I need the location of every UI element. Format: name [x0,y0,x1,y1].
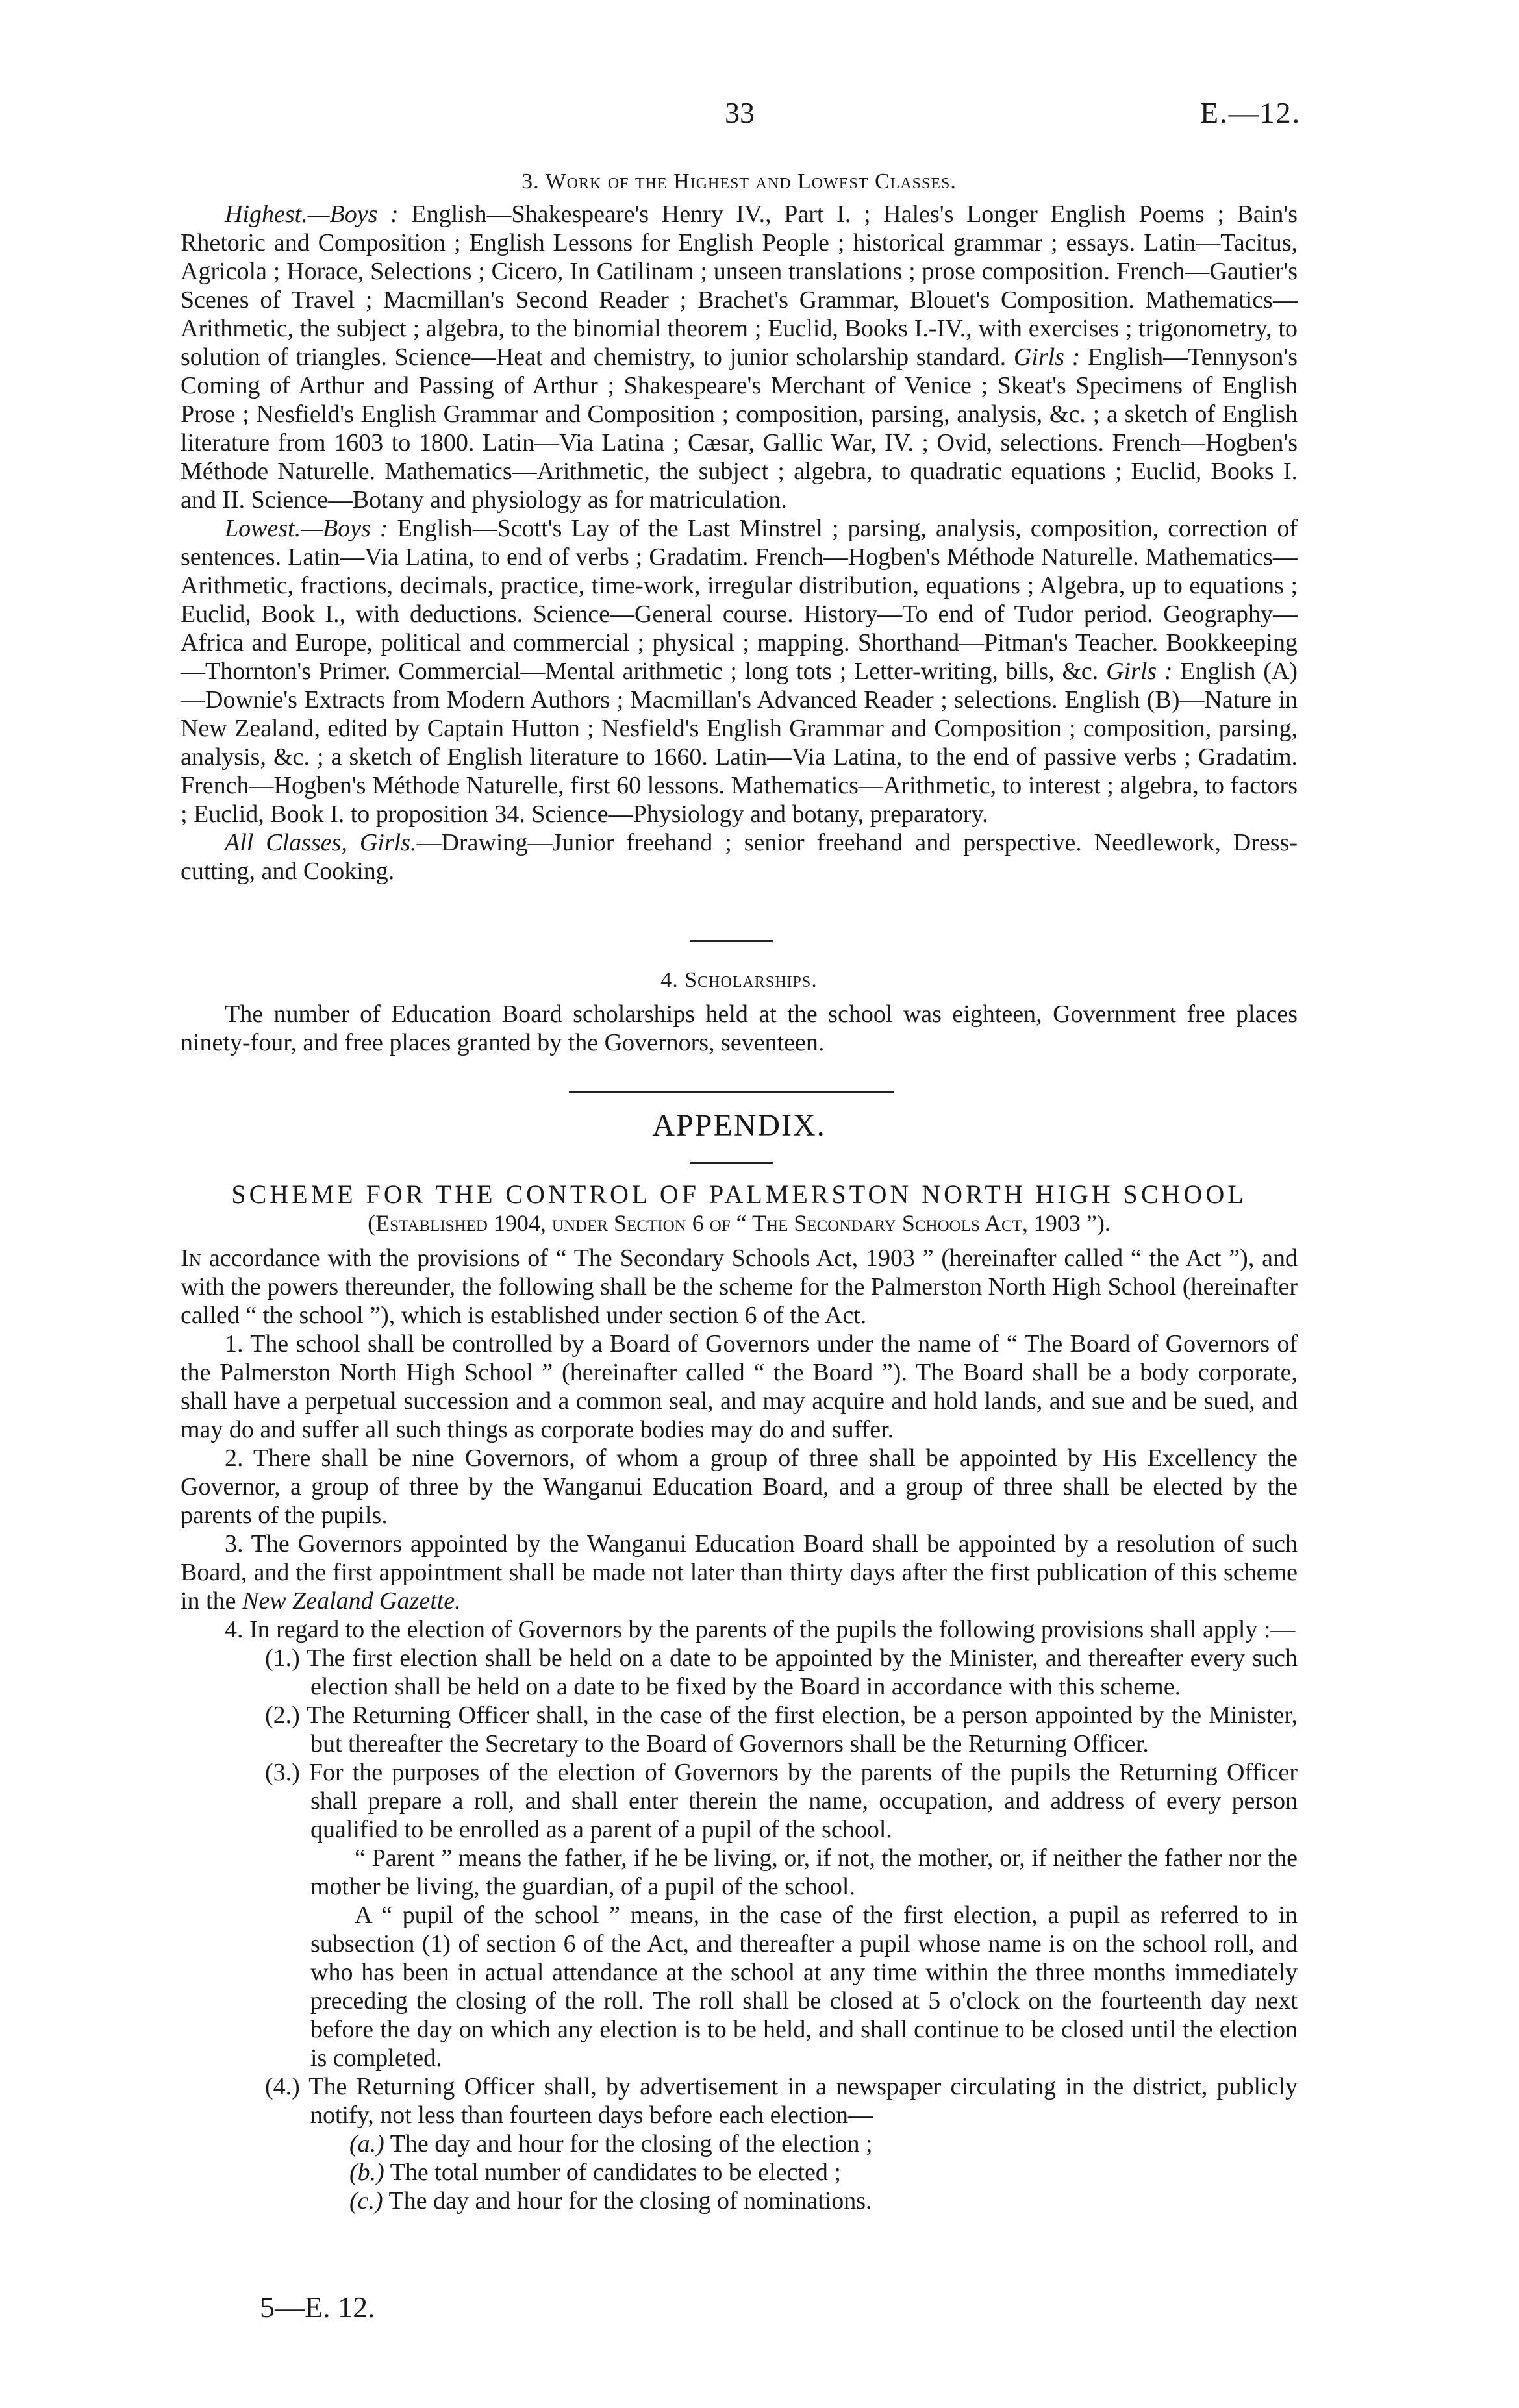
lowest-girls-label: Girls : [1106,658,1173,685]
clause-4: 4. In regard to the election of Governors by the parents of the pupils the following provisions shall apply :— [225,1616,1296,1643]
scholarships-paragraph: The number of Education Board scholarships held at the school was eighteen, Government free places ninety-four, and free places granted by the Governors, seventeen. [181,1000,1298,1056]
subsection-3-label: (3.) [265,1759,300,1786]
subsection-1 [265,1644,1298,1701]
highest-boys-label: Highest.—Boys : [225,201,399,228]
section-3-heading: 3. Work of the Highest and Lowest Classes. [521,169,957,193]
clause-2: 2. There shall be nine Governors, of whom a group of three shall be appointed by His Excellency the Governor, a group of three by the Wanganui Education Board, and a group of three shall be elected by the parents of the pupils. [181,1445,1298,1529]
subsection-4-text: The Returning Officer shall, by advertisement in a newspaper circulating in the district, publicly notify, not less than fourteen days before each election— [308,2073,1298,2129]
all-classes-paragraph [181,828,1298,886]
notice-item-c-text: The day and hour for the closing of nominations. [388,2187,872,2215]
appendix-title-rule [690,1162,773,1164]
appendix-title: APPENDIX. [652,1108,826,1143]
lowest-classes-paragraph [181,514,1298,828]
subsection-2-text: The Returning Officer shall, in the case of the first election, be a person appointed by the Minister, but thereafter the Secretary to the Board of Governors shall be the Returning Officer. [307,1702,1298,1757]
section-divider [690,940,773,942]
pupil-definition: A “ pupil of the school ” means, in the case of the first election, a pupil as referred to in subsection (1) of section 6 of the Act, and thereafter a pupil whose name is on the school roll, and who has been in actual attendance at the school at any time within the three months immediately preceding the closing of the roll. The roll shall be closed at 5 o'clock on the fourteenth day next before the day on which any election is to be held, and shall continue to be closed until the election is completed. [310,1902,1298,2072]
notice-item-a [349,2129,1298,2158]
clause-4-subsections [181,1644,1298,2215]
notice-item-a-text: The day and hour for the closing of the election ; [390,2130,873,2157]
clause-3 [181,1530,1298,1615]
section-4 [181,966,1298,1057]
parliamentary-paper-ref: E.—12. [1200,96,1301,129]
subsection-4-label: (4.) [265,2073,300,2100]
highest-girls-text: English—Tennyson's Coming of Arthur and Passing of Arthur ; Shakespeare's Merchant of Venice ; Skeat's Specimens of English Prose ; Nesfield's English Grammar and Composition ; composition, parsing, analysis, &c. ; a sketch of English literature from 1603 to 1800. Latin—Via Latina ; Cæsar, Gallic War, IV. ; Ovid, selections. French—Hogben's Méthode Naturelle. Mathematics—Arithmetic, the subject ; algebra, to quadratic equations ; Euclid, Books I. and II. Science—Botany and physiology as for matriculation. [181,343,1298,514]
intro-first-word: In [181,1245,202,1272]
subsection-2 [265,1701,1298,1758]
scheme-subtitle: (Established 1904, under Section 6 of “ The Secondary Schools Act, 1903 ”). [368,1210,1111,1236]
notice-item-a-label: (a.) [349,2130,384,2157]
parent-definition: “ Parent ” means the father, if he be living, or, if not, the mother, or, if neither the father nor the mother be living, the guardian, of a pupil of the school. [310,1844,1298,1900]
notice-item-b [349,2158,1298,2187]
subsection-3-text: For the purposes of the election of Governors by the parents of the pupils the Returning Officer shall prepare a roll, and shall enter therein the name, occupation, and address of every person qualified to be enrolled as a parent of a pupil of the school. [308,1759,1298,1843]
clause-3-text: 3. The Governors appointed by the Wanganui Education Board shall be appointed by a resolution of such Board, and the first appointment shall be made not later than thirty days after the first publication of this scheme in the [181,1530,1298,1615]
intro-text: accordance with the provisions of “ The Secondary Schools Act, 1903 ” (hereinafter called “ the Act ”), and with the powers thereunder, the following shall be the scheme for the Palmerston North High School (hereinafter called “ the school ”), which is established under section 6 of the Act. [181,1245,1298,1329]
scheme-title: SCHEME FOR THE CONTROL OF PALMERSTON NORTH HIGH SCHOOL [231,1180,1247,1209]
notice-item-b-label: (b.) [349,2159,384,2186]
clause-3-gazette: New Zealand Gazette. [242,1587,461,1615]
subsection-1-label: (1.) [265,1645,300,1672]
section-3 [181,168,1298,886]
lowest-boys-label: Lowest.—Boys : [225,515,388,542]
appendix-body [181,1180,1298,2215]
notice-item-c-label: (c.) [349,2187,383,2215]
subsection-2-label: (2.) [265,1702,300,1729]
highest-boys-text: English—Shakespeare's Henry IV., Part I. ; Hales's Longer English Poems ; Bain's Rhetoric and Composition ; English Lessons for English People ; historical grammar ; essays. Latin—Tacitus, Agricola ; Horace, Selections ; Cicero, In Catilinam ; unseen translations ; prose composition. French—Gautier's Scenes of Travel ; Macmillan's Second Reader ; Brachet's Grammar, Blouet's Composition. Mathematics—Arithmetic, the subject ; algebra, to the binomial theorem ; Euclid, Books I.-IV., with exercises ; trigonometry, to solution of triangles. Science—Heat and chemistry, to junior scholarship standard. [181,201,1298,371]
appendix-divider [569,1091,894,1093]
section-4-heading: 4. Scholarships. [660,968,818,992]
lowest-boys-text: English—Scott's Lay of the Last Minstrel ; parsing, analysis, composition, correction of sentences. Latin—Via Latina, to end of verbs ; Gradatim. French—Hogben's Méthode Naturelle. Mathematics—Arithmetic, fractions, decimals, practice, time-work, irregular distribution, equations ; Algebra, up to equations ; Euclid, Book I., with deductions. Science—General course. History—To end of Tudor period. Geography—Africa and Europe, political and commercial ; physical ; mapping. Shorthand—Pitman's Teacher. Bookkeeping—Thornton's Primer. Commercial—Mental arithmetic ; long tots ; Letter-writing, bills, &c. [181,515,1298,685]
signature-mark: 5—E. 12. [260,2290,375,2324]
page-number: 33 [725,96,755,129]
highest-classes-paragraph [181,200,1298,514]
highest-girls-label: Girls : [1013,343,1081,371]
subsection-4 [265,2072,1298,2129]
scheme-intro [181,1244,1298,1330]
notice-items [265,2129,1298,2215]
all-classes-text: —Drawing—Junior freehand ; senior freehand and perspective. Needlework, Dress-cutting, and Cooking. [181,829,1298,885]
notice-item-b-text: The total number of candidates to be elected ; [390,2159,841,2186]
subsection-3 [265,1758,1298,1844]
appendix [181,1108,1298,1143]
all-classes-label: All Classes, Girls. [225,829,417,856]
notice-item-c [349,2187,1298,2215]
clause-1: 1. The school shall be controlled by a Board of Governors under the name of “ The Board of Governors of the Palmerston North High School ” (hereinafter called “ the Board ”). The Board shall be a body corporate, shall have a perpetual succession and a common seal, and may acquire and hold lands, and sue and be sued, and may do and suffer all such things as corporate bodies may do and suffer. [181,1330,1298,1443]
lowest-girls-text: English (A)—Downie's Extracts from Modern Authors ; Macmillan's Advanced Reader ; selections. English (B)—Nature in New Zealand, edited by Captain Hutton ; Nesfield's English Grammar and Composition ; composition, parsing, analysis, &c. ; a sketch of English literature to 1660. Latin—Via Latina, to the end of passive verbs ; Gradatim. French—Hogben's Méthode Naturelle, first 60 lessons. Mathematics—Arithmetic, to interest ; algebra, to factors ; Euclid, Book I. to proposition 34. Science—Physiology and botany, preparatory. [181,658,1298,828]
subsection-1-text: The first election shall be held on a date to be appointed by the Minister, and thereafter every such election shall be held on a date to be fixed by the Board in accordance with this scheme. [307,1645,1298,1700]
